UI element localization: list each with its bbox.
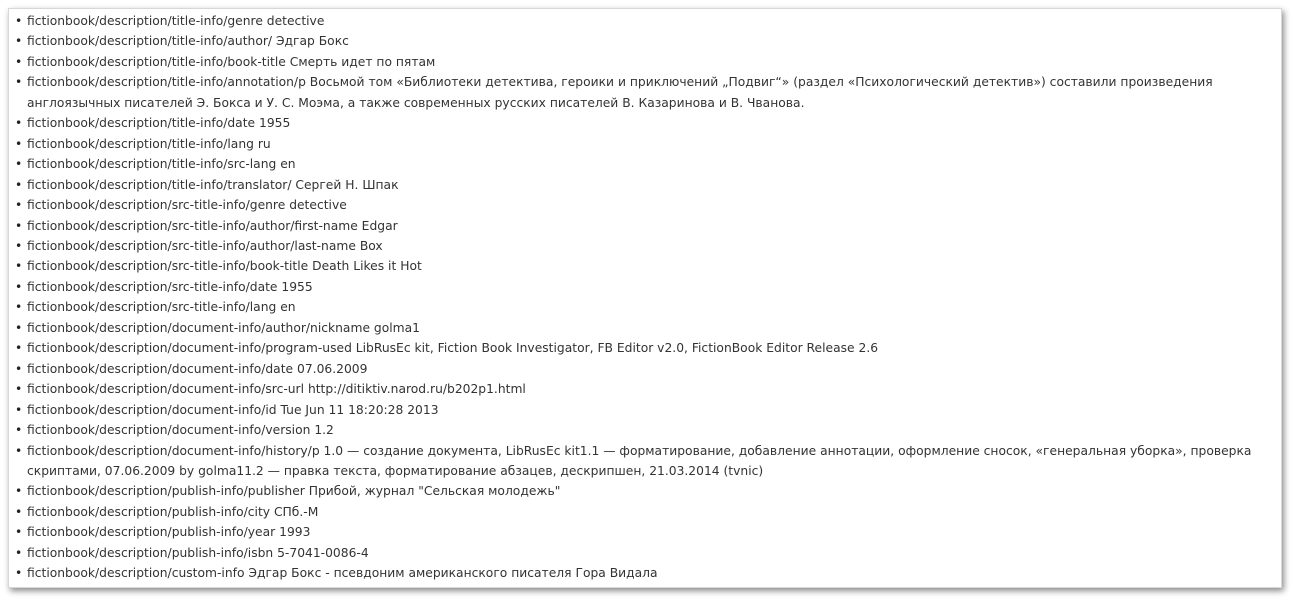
list-item-text: fictionbook/description/custom-info Эдгар Бокс - псевдоним американского писателя Гора Видала: [27, 566, 658, 581]
bullet-icon: •: [15, 423, 23, 438]
bullet-icon: •: [15, 484, 23, 499]
bullet-icon: •: [15, 157, 23, 172]
list-item: [9, 113, 1281, 133]
list-item: [9, 11, 1281, 31]
list-item: [9, 318, 1281, 338]
bullet-icon: •: [15, 218, 23, 233]
list-item: [9, 256, 1281, 276]
bullet-icon: •: [15, 238, 23, 253]
list-item: [9, 72, 1281, 113]
bullet-icon: •: [15, 402, 23, 417]
list-item: [9, 338, 1281, 358]
list-item: [9, 154, 1281, 174]
list-item: [9, 502, 1281, 522]
metadata-panel: [8, 8, 1282, 588]
list-item: [9, 563, 1281, 583]
list-item-text: fictionbook/description/src-title-info/author/last-name Box: [27, 238, 383, 253]
list-item-text: fictionbook/description/title-info/date 1955: [27, 116, 291, 131]
list-item-text: fictionbook/description/src-title-info/book-title Death Likes it Hot: [27, 259, 422, 274]
bullet-icon: •: [15, 136, 23, 151]
bullet-icon: •: [15, 341, 23, 356]
metadata-list: [9, 9, 1281, 584]
list-item: [9, 400, 1281, 420]
list-item: [9, 379, 1281, 399]
bullet-icon: •: [15, 14, 23, 28]
list-item: [9, 31, 1281, 51]
list-item: [9, 359, 1281, 379]
list-item: [9, 52, 1281, 72]
list-item-text: fictionbook/description/title-info/genre detective: [27, 14, 325, 28]
list-item-text: fictionbook/description/document-info/src-url http://ditiktiv.narod.ru/b202p1.html: [27, 382, 526, 397]
bullet-icon: •: [15, 320, 23, 335]
bullet-icon: •: [15, 259, 23, 274]
list-item-text: fictionbook/description/title-info/lang ru: [27, 136, 271, 151]
list-item: [9, 441, 1281, 482]
list-item: [9, 236, 1281, 256]
list-item: [9, 297, 1281, 317]
list-item: [9, 195, 1281, 215]
list-item: [9, 134, 1281, 154]
list-item-text: fictionbook/description/src-title-info/genre detective: [27, 198, 347, 213]
list-item-text: fictionbook/description/document-info/author/nickname golma1: [27, 320, 421, 335]
bullet-icon: •: [15, 566, 23, 581]
bullet-icon: •: [15, 116, 23, 131]
list-item-text: fictionbook/description/src-title-info/lang en: [27, 300, 296, 315]
list-item-text: fictionbook/description/document-info/version 1.2: [27, 423, 334, 438]
bullet-icon: •: [15, 279, 23, 294]
list-item-text: fictionbook/description/document-info/history/p 1.0 — создание документа, LibRusEc kit1.1 — форматирование, добавление аннотации, оформление сносок, «генеральная уборка», проверка скриптами, 07.06.2009 by golma11.2 — правка текста, форматирование абзацев, дескрипшен, 21.03.2014 (tvnic): [27, 443, 1252, 478]
list-item: [9, 420, 1281, 440]
list-item-text: fictionbook/description/title-info/translator/ Сергей Н. Шпак: [27, 177, 399, 192]
list-item-text: fictionbook/description/src-title-info/author/first-name Edgar: [27, 218, 398, 233]
list-item: [9, 175, 1281, 195]
list-item-text: fictionbook/description/title-info/book-title Смерть идет по пятам: [27, 54, 436, 69]
bullet-icon: •: [15, 75, 23, 90]
list-item: [9, 522, 1281, 542]
list-item-text: fictionbook/description/title-info/annotation/p Восьмой том «Библиотеки детектива, героики и приключений „Подвиг“» (раздел «Психологический детектив») составили произведения англоязычных писателей Э. Бокса и У. С. Моэма, а также современных русских писателей В. Казаринова и В. Чванова.: [27, 75, 1213, 110]
bullet-icon: •: [15, 382, 23, 397]
list-item: [9, 277, 1281, 297]
bullet-icon: •: [15, 525, 23, 540]
bullet-icon: •: [15, 34, 23, 49]
list-item-text: fictionbook/description/publish-info/city СПб.-М: [27, 504, 319, 519]
list-item-text: fictionbook/description/document-info/program-used LibRusEc kit, Fiction Book Investigator, FB Editor v2.0, FictionBook Editor Release 2.6: [27, 341, 879, 356]
list-item-text: fictionbook/description/document-info/date 07.06.2009: [27, 361, 368, 376]
list-item-text: fictionbook/description/title-info/author/ Эдгар Бокс: [27, 34, 349, 49]
list-item: [9, 216, 1281, 236]
list-item: [9, 543, 1281, 563]
bullet-icon: •: [15, 504, 23, 519]
bullet-icon: •: [15, 177, 23, 192]
bullet-icon: •: [15, 545, 23, 560]
list-item-text: fictionbook/description/publish-info/year 1993: [27, 525, 311, 540]
list-item-text: fictionbook/description/document-info/id Tue Jun 11 18:20:28 2013: [27, 402, 439, 417]
list-item-text: fictionbook/description/publish-info/isbn 5-7041-0086-4: [27, 545, 369, 560]
list-item: [9, 481, 1281, 501]
bullet-icon: •: [15, 443, 23, 458]
bullet-icon: •: [15, 198, 23, 213]
bullet-icon: •: [15, 361, 23, 376]
list-item-text: fictionbook/description/title-info/src-lang en: [27, 157, 296, 172]
list-item-text: fictionbook/description/publish-info/publisher Прибой, журнал "Сельская молодежь": [27, 484, 561, 499]
list-item-text: fictionbook/description/src-title-info/date 1955: [27, 279, 313, 294]
bullet-icon: •: [15, 300, 23, 315]
bullet-icon: •: [15, 54, 23, 69]
